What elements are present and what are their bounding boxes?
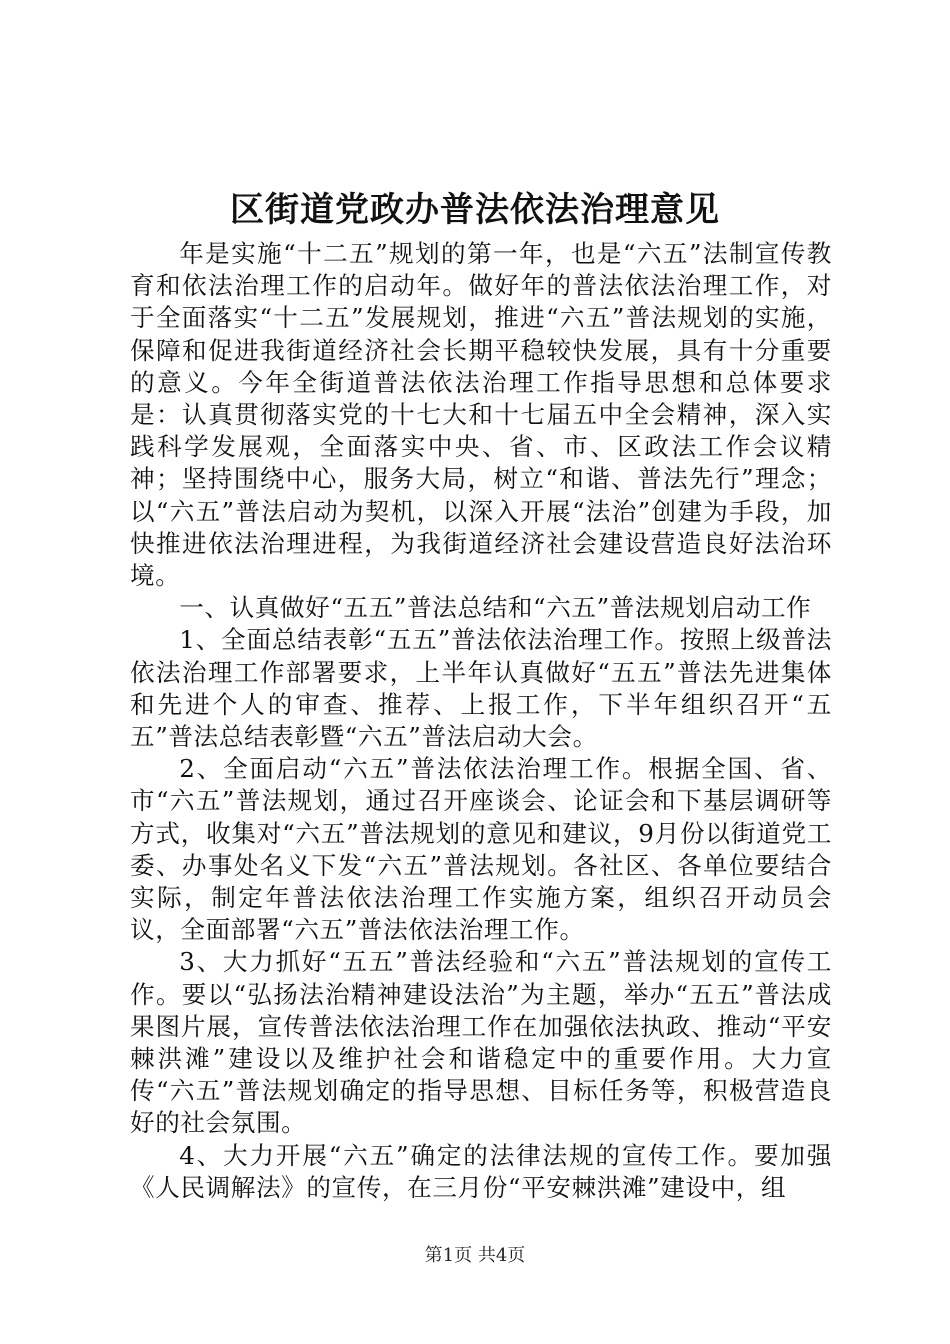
- paragraph-item-3: 3、大力抓好“五五”普法经验和“六五”普法规划的宣传工作。要以“弘扬法治精神建设法治”为主题，举办“五五”普法成果图片展，宣传普法依法治理工作在加强依法执政、推动“平安棘洪滩”建设以及维护社会和谐稳定中的重要作用。大力宣传“六五”普法规划确定的指导思想、目标任务等，积极营造良好的社会氛围。: [130, 947, 832, 1138]
- document-body: [130, 238, 832, 1204]
- paragraph-item-4: 4、大力开展“六五”确定的法律法规的宣传工作。要加强《人民调解法》的宣传，在三月份“平安棘洪滩”建设中，组: [130, 1140, 832, 1202]
- page-number-footer: 第1页 共4页: [424, 1245, 526, 1266]
- paragraph-item-1: 1、全面总结表彰“五五”普法依法治理工作。按照上级普法依法治理工作部署要求，上半年认真做好“五五”普法先进集体和先进个人的审查、推荐、上报工作，下半年组织召开“五五”普法总结表彰暨“六五”普法启动大会。: [130, 625, 832, 752]
- section-heading-1: 一、认真做好“五五”普法总结和“六五”普法规划启动工作: [179, 593, 812, 623]
- paragraph-intro: 年是实施“十二五”规划的第一年，也是“六五”法制宣传教育和依法治理工作的启动年。做好年的普法依法治理工作，对于全面落实“十二五”发展规划，推进“六五”普法规划的实施，保障和促进我街道经济社会长期平稳较快发展，具有十分重要的意义。今年全街道普法依法治理工作指导思想和总体要求是：认真贯彻落实党的十七大和十七届五中全会精神，深入实践科学发展观，全面落实中央、省、市、区政法工作会议精神；坚持围绕中心，服务大局，树立“和谐、普法先行”理念；以“六五”普法启动为契机，以深入开展“法治”创建为手段，加快推进依法治理进程，为我街道经济社会建设营造良好法治环境。: [130, 239, 832, 591]
- document-title: 区街道党政办普法依法治理意见: [230, 190, 720, 230]
- paragraph-item-2: 2、全面启动“六五”普法依法治理工作。根据全国、省、市“六五”普法规划，通过召开座谈会、论证会和下基层调研等方式，收集对“六五”普法规划的意见和建议，9月份以街道党工委、办事处名义下发“六五”普法规划。各社区、各单位要结合实际，制定年普法依法治理工作实施方案，组织召开动员会议，全面部署“六五”普法依法治理工作。: [130, 754, 832, 945]
